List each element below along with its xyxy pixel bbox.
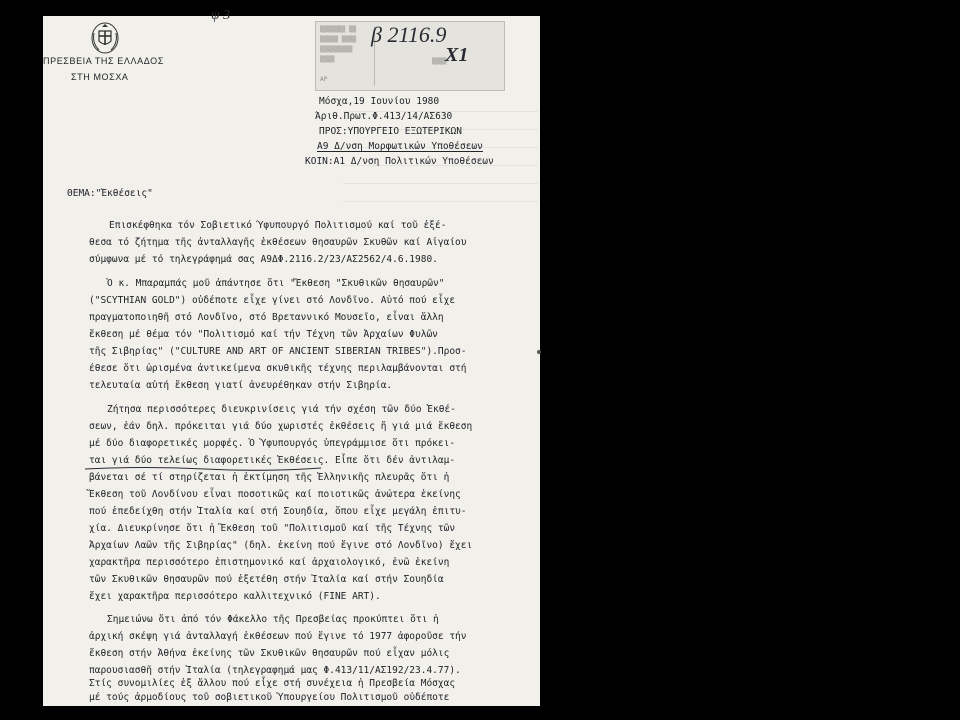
letter-date: Μόσχα,19 Ιουνίου 1980 xyxy=(319,96,440,107)
body-line: Στίς συνομιλίες ἐξ ἄλλου πού εἶχε στή συνέχεια ἡ Πρεσβεία Μόσχας xyxy=(89,678,456,689)
body-line: ἔχει χαρακτῆρα περισσότερο καλλιτεχνικό (FINE ART). xyxy=(89,591,381,602)
stamp-field-ap: ΑΡ xyxy=(320,76,328,83)
body-line: ἀρχική σκέψη γιά ἀνταλλαγή ἐκθέσεων πού ἔγινε τό 1977 ἀφοροῦσε τήν xyxy=(89,631,467,642)
recipient: ΠΡΟΣ:ΥΠΟΥΡΓΕΙΟ ΕΞΩΤΕΡΙΚΩΝ xyxy=(319,126,462,137)
body-line: Ἀρχαίων Λαῶν τῆς Σιβηρίας" (δηλ. ἐκείνη πού ἔγινε στό Λονδῖνο) ἔχει xyxy=(89,540,473,551)
body-line: πού ἐπεδείχθη στήν Ἰταλία καί στή Σουηδία, ὅπου εἶχε μεγάλη ἐπιτυ- xyxy=(89,506,467,517)
protocol-number: Άριθ.Πρωτ.Φ.413/14/ΑΣ630 xyxy=(315,111,453,122)
body-line: μέ τούς ἁρμοδίους τοῦ σοβιετικοῦ Ὑπουργείου Πολιτισμοῦ οὐδέποτε xyxy=(89,692,450,703)
coat-of-arms-emblem xyxy=(89,21,121,55)
body-line: ται γιά δύο τελείως διαφορετικές Ἐκθέσεις. Εἶπε ὅτι δέν ἀντιλαμ- xyxy=(89,455,456,466)
embassy-city: ΣΤΗ ΜΟΣΧΑ xyxy=(71,72,129,82)
body-line: σύμφωνα μέ τό τηλεγράφημά σας Α9ΔΦ.2116.2/23/ΑΣ2562/4.6.1980. xyxy=(89,254,438,265)
body-line: τῶν Σκυθικῶν θησαυρῶν πού ἐξετέθη στήν Ἰταλία καί στήν Σουηδία xyxy=(89,574,444,585)
handwritten-file-number: β 2116.9 xyxy=(371,22,447,47)
body-line: ἔκθεση μέ θέμα τόν "Πολιτισμό καί τήν Τέχνη τῶν Ἀρχαίων Φυλῶν xyxy=(89,329,438,340)
body-line: ("SCYTHIAN GOLD") οὐδέποτε εἶχε γίνει στό Λονδῖνο. Αὐτό πού εἶχε xyxy=(89,295,456,306)
body-line: μέ δύο διαφορετικές μορφές. Ὁ Ὑφυπουργός ὑπεγράμμισε ὅτι πρόκει- xyxy=(89,438,456,449)
body-line: έθεσε ὅτι ὡρισμένα ἀντικείμενα σκυθικῆς τέχνης περιλαμβάνονται στή xyxy=(89,363,467,374)
handwritten-top-mark: ψ 3 xyxy=(211,8,231,23)
body-line: Ζήτησα περισσότερες διευκρινίσεις γιά τήν σχέση τῶν δύο Ἐκθέ- xyxy=(107,404,456,415)
body-line: τελευταία αὐτή ἔκθεση γιατί ἀνευρέθηκαν στήν Σιβηρία. xyxy=(89,380,393,391)
edge-mark xyxy=(537,350,541,354)
body-line: τῆς Σιβηρίας" ("CULTURE AND ART OF ANCIENT SIBERIAN TRIBES").Προσ- xyxy=(89,346,467,357)
body-line: ἔκθεση στήν Ἀθήνα ἐκείνης τῶν Σκυθικῶν θησαυρῶν πού εἶχαν μόλις xyxy=(89,648,450,659)
body-line: χία. Διευκρίνησε ὅτι ἡ Ἔκθεση τοῦ "Πολιτισμοῦ καί τῆς Τέχνης τῶν xyxy=(89,523,456,534)
embassy-name: ΠΡΕΣΒΕΙΑ ΤΗΣ ΕΛΛΑΔΟΣ xyxy=(43,56,164,66)
received-stamp: ▒▒▒▒▒▒▒ ▒▒ ▒▒▒▒▒ ▒▒▒▒ ▒▒▒▒▒▒▒▒▒ ▒▒▒▒ ΑΡ ▒▒▒▒ xyxy=(315,21,505,91)
body-line: πραγματοποιηθῆ στό Λονδῖνο, στό Βρεταννικό Μουσεῖο, εἶναι ἄλλη xyxy=(89,312,444,323)
body-line: Επισκέφθηκα τόν Σοβιετικό Ύφυπουργό Πολιτισμού καί τοῦ ἐξέ- xyxy=(109,220,447,231)
body-line: βάνεται σέ τί στηρίζεται ἡ ἐκτίμηση τῆς Ἑλληνικῆς πλευρᾶς ὅτι ἡ xyxy=(89,472,450,483)
recipient-department: Α9 Δ/νση Μορφωτικών Υποθέσεων xyxy=(317,141,483,152)
copy-recipient: ΚΟΙΝ:Α1 Δ/νση Πολιτικών Υποθέσεων xyxy=(305,156,494,167)
body-line: Σημειώνω ὅτι ἀπό τόν Φάκελλο τῆς Πρεσβείας προκύπτει ὅτι ἡ xyxy=(107,614,439,625)
pen-underline xyxy=(83,464,323,472)
document-page xyxy=(43,8,540,706)
body-line: παρουσιασθῆ στήν Ἰταλία (τηλεγραφημά μας Φ.413/11/ΑΣ192/23.4.77). xyxy=(89,665,461,676)
body-line: Ὁ κ. Μπαραμπάς μοῦ ἀπάντησε ὅτι "Ἔκθεση "Σκυθικῶν θησαυρῶν" xyxy=(107,278,445,289)
body-line: Ἔκθεση τοῦ Λονδίνου εἶναι ποσοτικῶς καί ποιοτικῶς ἀνώτερα ἐκείνης xyxy=(89,489,461,500)
subject-line: ΘΕΜΑ:"Έκθέσεις" xyxy=(67,188,153,199)
body-line: σεων, ἐάν δηλ. πρόκειται γιά δύο χωριστές ἐκθέσεις ἤ γιά μιά ἔκθεση xyxy=(89,421,473,432)
body-line: θεσα τό ζήτημα τῆς ἀνταλλαγῆς ἐκθέσεων θησαυρῶν Σκυθῶν καί Αἰγαίου xyxy=(89,237,467,248)
handwritten-mark: Χ1 xyxy=(445,44,469,66)
body-line: χαρακτῆρα περισσότερο ἐπιστημονικό καί ἀρχαιολογικό, ἐνῶ ἐκείνη xyxy=(89,557,450,568)
